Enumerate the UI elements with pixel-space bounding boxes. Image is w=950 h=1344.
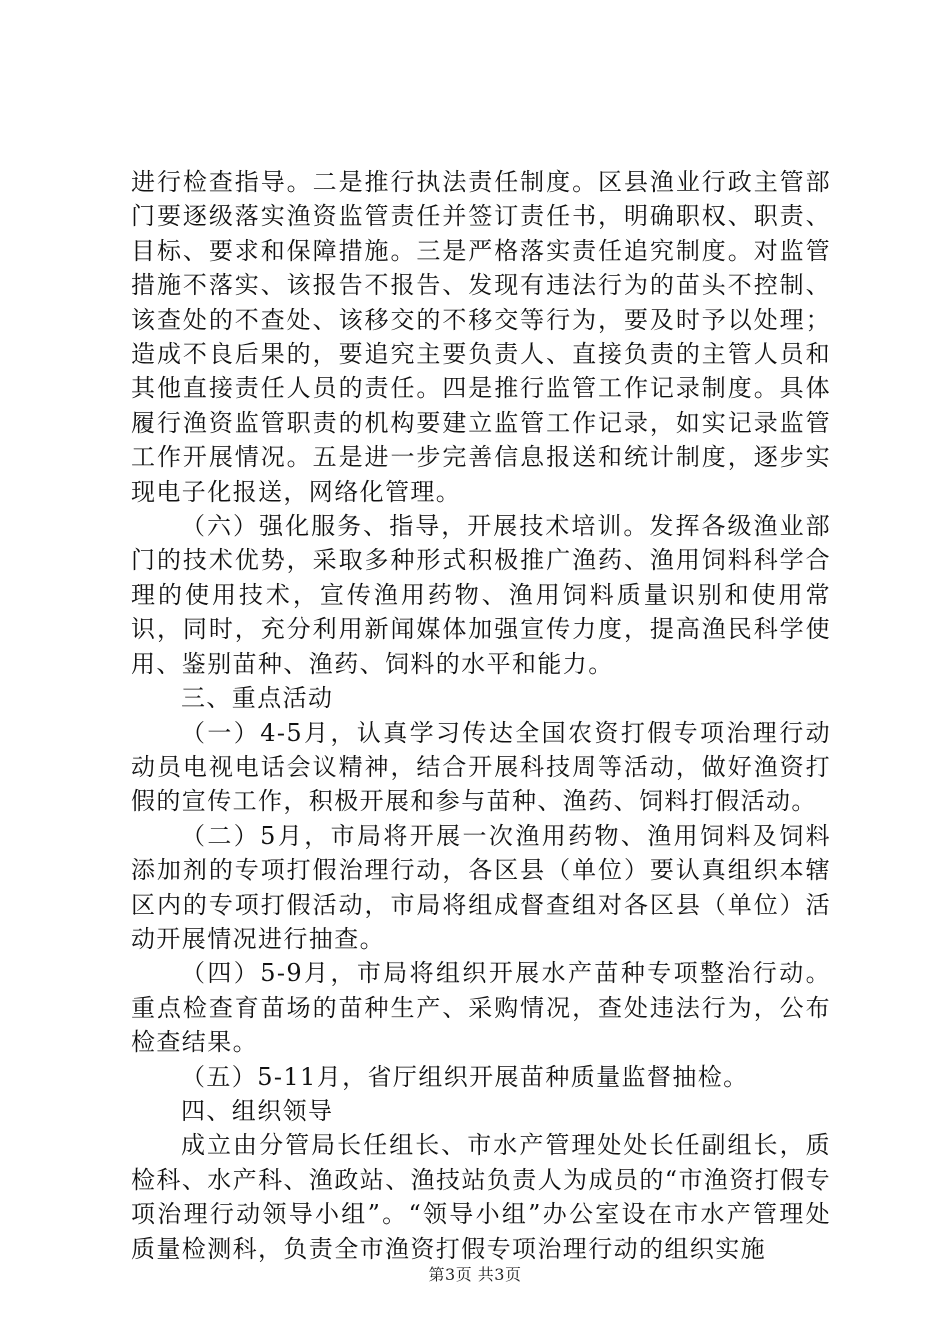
paragraph-activity-two: （二）5月，市局将开展一次渔用药物、渔用饲料及饲料添加剂的专项打假治理行动，各区县（单位）要认真组织本辖区内的专项打假活动，市局将组成督查组对各区县（单位）活动开展情况进行抽查。 (131, 821, 831, 953)
page-footer: 第3页 共3页 (428, 1265, 522, 1284)
section-heading-organization: 四、组织领导 (181, 1096, 334, 1125)
paragraph-activity-five: （五）5-11月，省厅组织开展苗种质量监督抽检。 (181, 1062, 749, 1091)
document-body (131, 165, 831, 1266)
paragraph-activity-one: （一）4-5月，认真学习传达全国农资打假专项治理行动动员电视电话会议精神，结合开展科技周等活动，做好渔资打假的宣传工作，积极开展和参与苗种、渔药、饲料打假活动。 (131, 718, 831, 816)
paragraph-continuation: 进行检查指导。二是推行执法责任制度。区县渔业行政主管部门要逐级落实渔资监管责任并签订责任书，明确职权、职责、目标、要求和保障措施。三是严格落实责任追究制度。对监管措施不落实、该报告不报告、发现有违法行为的苗头不控制、该查处的不查处、该移交的不移交等行为，要及时予以处理；造成不良后果的，要追究主要负责人、直接负责的主管人员和其他直接责任人员的责任。四是推行监管工作记录制度。具体履行渔资监管职责的机构要建立监管工作记录，如实记录监管工作开展情况。五是进一步完善信息报送和统计制度，逐步实现电子化报送，网络化管理。 (131, 168, 831, 506)
paragraph-item-six: （六）强化服务、指导，开展技术培训。发挥各级渔业部门的技术优势，采取多种形式积极推广渔药、渔用饲料科学合理的使用技术，宣传渔用药物、渔用饲料质量识别和使用常识，同时，充分利用新闻媒体加强宣传力度，提高渔民科学使用、鉴别苗种、渔药、饲料的水平和能力。 (131, 512, 831, 678)
paragraph-activity-four: （四）5-9月，市局将组织开展水产苗种专项整治行动。重点检查育苗场的苗种生产、采购情况，查处违法行为，公布检查结果。 (131, 959, 831, 1057)
section-heading-key-activities: 三、重点活动 (181, 684, 334, 713)
paragraph-leadership-group: 成立由分管局长任组长、市水产管理处处长任副组长，质检科、水产科、渔政站、渔技站负责人为成员的“市渔资打假专项治理行动领导小组”。“领导小组”办公室设在市水产管理处质量检测科，负责全市渔资打假专项治理行动的组织实施 (131, 1131, 831, 1263)
